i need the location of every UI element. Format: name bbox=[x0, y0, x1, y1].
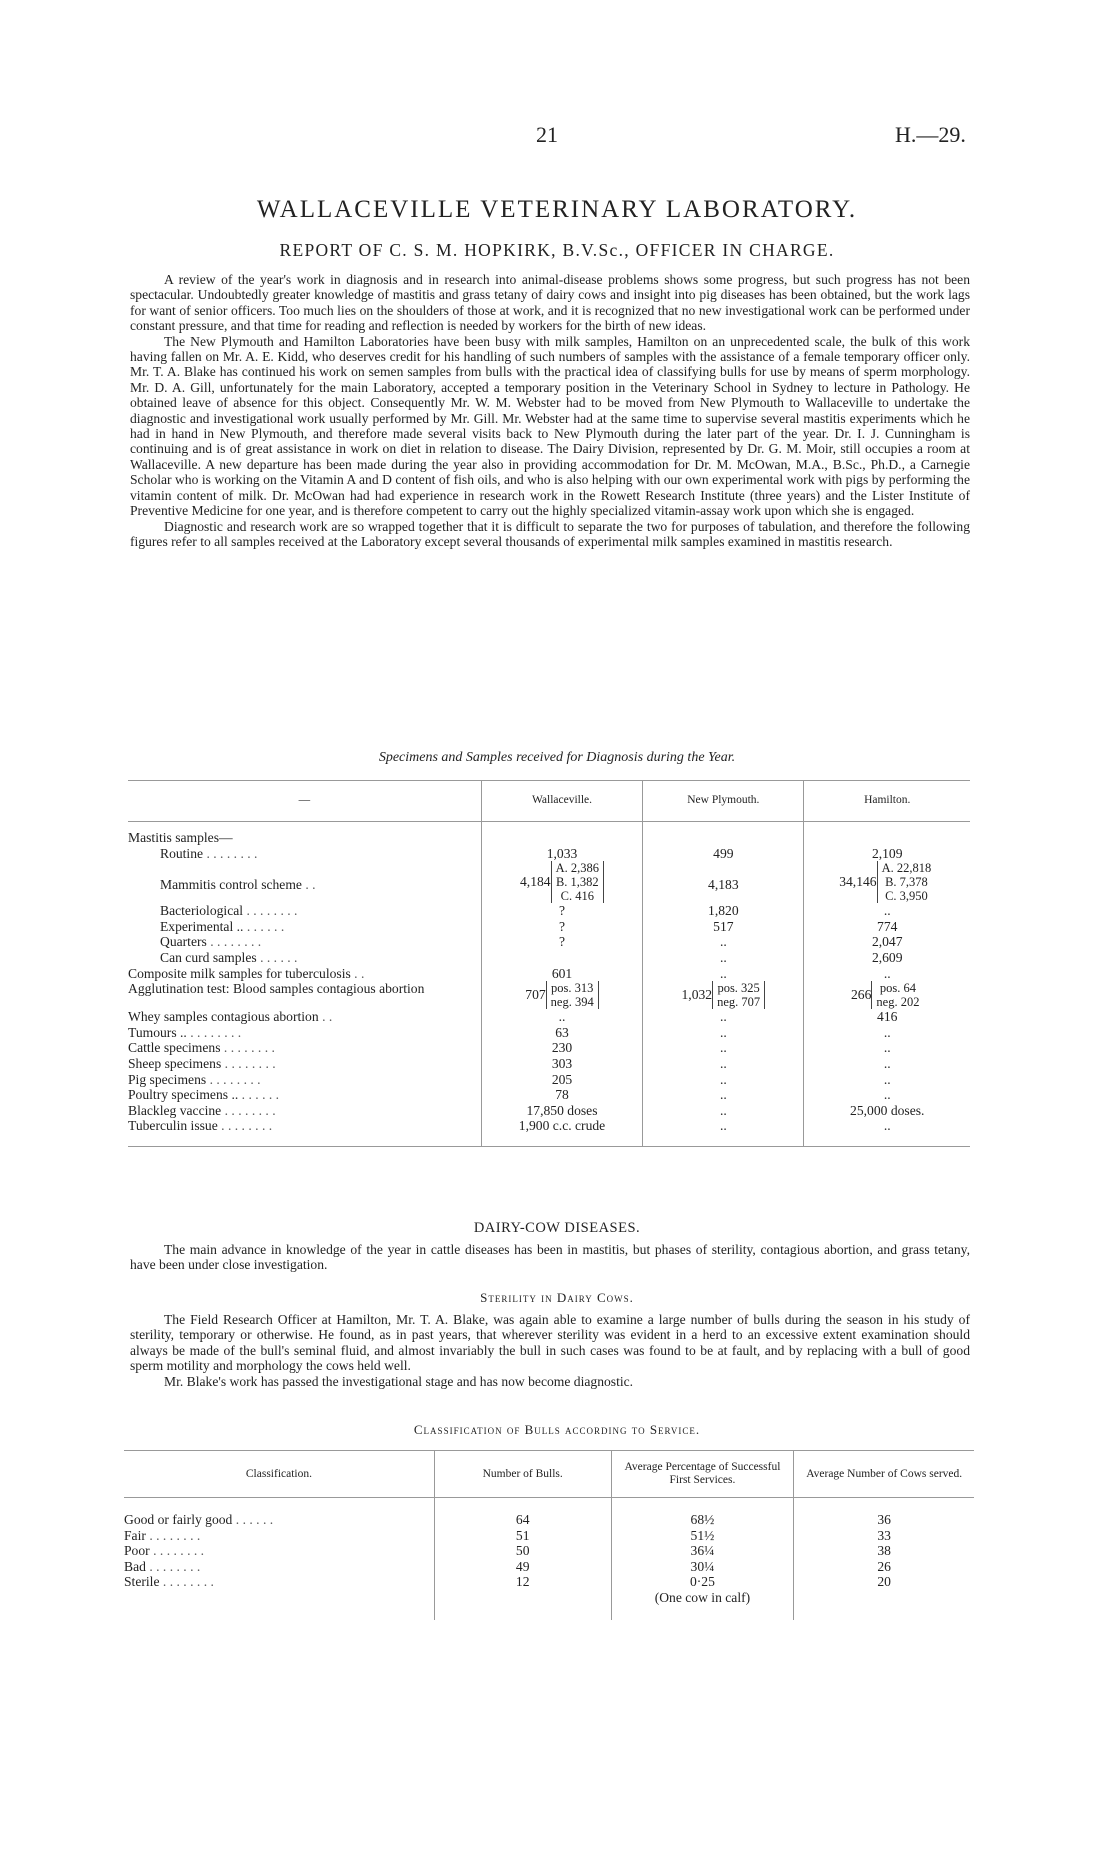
note-text: (One cow in calf) bbox=[611, 1590, 794, 1606]
row-label: Sterile . . . . . . . . bbox=[124, 1574, 214, 1590]
row-label: Bacteriological . . . . . . . . bbox=[160, 903, 298, 919]
cell-percentage: 36¼ bbox=[611, 1543, 794, 1559]
table-row bbox=[128, 934, 970, 950]
cell-wallaceville: 63 bbox=[481, 1025, 642, 1041]
bulls-classification-table bbox=[124, 1450, 974, 1620]
row-label: Mastitis samples— bbox=[128, 830, 233, 845]
cell-bulls: 12 bbox=[434, 1574, 611, 1590]
cell-new-plymouth: 1,820 bbox=[643, 903, 804, 919]
cell-new-plymouth: .. bbox=[643, 934, 804, 950]
cell-hamilton: 2,047 bbox=[804, 934, 970, 950]
cell-cows: 20 bbox=[794, 1574, 974, 1590]
paragraph: The Field Research Officer at Hamilton, Mr. T. A. Blake, was again able to examine a large number of bulls during the season in his study of sterility, temporary or otherwise. He found, as in past years, that wherever sterility was evident in a herd to an excessive extent examination should always be made of the bull's seminal fluid, and almost invariably the bull in such cases was found to be at fault, and by replacing with a bull of good sperm motility and morphology the cows held well. bbox=[130, 1312, 970, 1374]
col-header: Classification. bbox=[124, 1451, 434, 1498]
col-header: — bbox=[128, 781, 481, 822]
table-row bbox=[128, 846, 970, 862]
cell-wallaceville: 230 bbox=[481, 1040, 642, 1056]
cell-wallaceville: 1,033 bbox=[481, 846, 642, 862]
report-title: WALLACEVILLE VETERINARY LABORATORY. bbox=[256, 196, 858, 223]
col-header: Number of Bulls. bbox=[434, 1451, 611, 1498]
cell-wallaceville: ? bbox=[481, 919, 642, 935]
cell-bulls: 49 bbox=[434, 1559, 611, 1575]
intro-text bbox=[130, 272, 970, 549]
cell-hamilton: .. bbox=[804, 1056, 970, 1072]
cell-bulls: 51 bbox=[434, 1528, 611, 1544]
table1-caption: Specimens and Samples received for Diagnosis during the Year. bbox=[378, 750, 736, 765]
cell-new-plymouth: .. bbox=[643, 1009, 804, 1025]
cell-hamilton: 25,000 doses. bbox=[804, 1103, 970, 1119]
row-label: Fair . . . . . . . . bbox=[124, 1527, 201, 1543]
paragraph: A review of the year's work in diagnosis and in research into animal-disease problems shows some progress, but such progress has not been spectacular. Undoubtedly greater knowledge of mastitis and grass tetany of dairy cows and insight into pig diseases has been obtained, but the work lags for want of senior officers. Too much lies on the shoulders of those at work, and it is recognized that no new investigational work can be performed under constant pressure, and that time for reading and reflection is needed by workers for the birth of new ideas. bbox=[130, 272, 970, 334]
section-text bbox=[130, 1242, 970, 1273]
section-text bbox=[130, 1312, 970, 1389]
cell-new-plymouth: .. bbox=[643, 966, 804, 982]
cell-wallaceville: 17,850 doses bbox=[481, 1103, 642, 1119]
cell-new-plymouth: .. bbox=[643, 1103, 804, 1119]
cell-new-plymouth: .. bbox=[643, 1040, 804, 1056]
table-row bbox=[128, 903, 970, 919]
cell-wallaceville: 303 bbox=[481, 1056, 642, 1072]
cell-new-plymouth: .. bbox=[643, 1087, 804, 1103]
table-row bbox=[128, 1072, 970, 1088]
table2-caption: Classification of Bulls according to Service. bbox=[413, 1422, 701, 1437]
cell-hamilton: 266 pos. 64 neg. 202 bbox=[804, 981, 970, 1009]
table-row bbox=[124, 1574, 974, 1590]
cell-wallaceville: 1,900 c.c. crude bbox=[481, 1118, 642, 1134]
cell-wallaceville: 601 bbox=[481, 966, 642, 982]
row-label: Mammitis control scheme . . bbox=[160, 877, 316, 893]
row-label: Good or fairly good . . . . . . bbox=[124, 1512, 274, 1527]
table-row bbox=[128, 830, 970, 846]
table-row bbox=[128, 1040, 970, 1056]
row-label: Blackleg vaccine . . . . . . . . bbox=[128, 1102, 276, 1118]
page-number: 21 bbox=[536, 122, 558, 147]
col-header: New Plymouth. bbox=[643, 781, 804, 822]
cell-new-plymouth: .. bbox=[643, 1056, 804, 1072]
row-label: Tuberculin issue . . . . . . . . bbox=[128, 1118, 273, 1134]
table-row bbox=[128, 861, 970, 903]
paragraph: The New Plymouth and Hamilton Laboratories have been busy with milk samples, Hamilton on an unprecedented scale, the bulk of this work having fallen on Mr. A. E. Kidd, who deserves credit for his handling of such numbers of samples with the assistance of a female temporary officer only. Mr. T. A. Blake has continued his work on semen samples from bulls with the practical idea of classifying bulls for use by means of sperm morphology. Mr. D. A. Gill, unfortunately for the main Laboratory, accepted a temporary position in the Veterinary School in Sydney to lecture in Pathology. He obtained leave of absence for this object. Consequently Mr. W. M. Webster had to be moved from New Plymouth to Wallaceville to undertake the diagnostic and investigational work usually performed by Mr. Gill. Mr. Webster had at the same time to supervise several mastitis experiments which he had in hand in New Plymouth, and therefore made several visits back to New Plymouth during the later part of the year. Dr. I. J. Cunningham is continuing and is of great assistance in work on diet in relation to disease. The Dairy Division, represented by Dr. G. M. Moir, still occupies a room at Wallaceville. A new departure has been made during the year also in providing accommodation for Dr. M. McOwan, M.A., B.Sc., Ph.D., a Carnegie Scholar who is working on the Vitamin A and D content of fish oils, and who is also helping with our own experimental work with pigs by performing the vitamin content of milk. Dr. McOwan had had experience in research work in the Rowett Research Institute (three years) and the Lister Institute of Preventive Medicine for one year, and is therefore competent to carry out the highly specialized vitamin-assay work upon which she is engaged. bbox=[130, 333, 970, 519]
table-row bbox=[128, 1056, 970, 1072]
cell-percentage: 51½ bbox=[611, 1528, 794, 1544]
cell-percentage: 0·25 bbox=[611, 1574, 794, 1590]
cell-hamilton: 774 bbox=[804, 919, 970, 935]
row-label: Composite milk samples for tuberculosis . . bbox=[128, 965, 365, 981]
row-label: Bad . . . . . . . . bbox=[124, 1558, 201, 1574]
table-row bbox=[124, 1590, 974, 1606]
cell-hamilton: .. bbox=[804, 966, 970, 982]
cell-cows: 38 bbox=[794, 1543, 974, 1559]
cell-hamilton: .. bbox=[804, 903, 970, 919]
cell-hamilton: 416 bbox=[804, 1009, 970, 1025]
col-header: Average Percentage of Successful First Services. bbox=[611, 1451, 794, 1498]
specimens-table bbox=[128, 780, 970, 1147]
table-row bbox=[124, 1543, 974, 1559]
cell-hamilton: .. bbox=[804, 1118, 970, 1134]
cell-cows: 33 bbox=[794, 1528, 974, 1544]
cell-new-plymouth: .. bbox=[643, 1072, 804, 1088]
table-row bbox=[128, 950, 970, 966]
paragraph: Mr. Blake's work has passed the investigational stage and has now become diagnostic. bbox=[164, 1373, 634, 1389]
cell-wallaceville: 78 bbox=[481, 1087, 642, 1103]
row-label: Sheep specimens . . . . . . . . bbox=[128, 1055, 276, 1071]
table-row bbox=[124, 1528, 974, 1544]
cell-cows: 26 bbox=[794, 1559, 974, 1575]
cell-wallaceville: 4,184 A. 2,386 B. 1,382 C. 416 bbox=[481, 861, 642, 903]
cell-wallaceville: .. bbox=[481, 1009, 642, 1025]
table-row bbox=[128, 919, 970, 935]
table-row bbox=[128, 1009, 970, 1025]
table-row bbox=[124, 1512, 974, 1528]
col-header: Wallaceville. bbox=[481, 781, 642, 822]
table-row bbox=[128, 966, 970, 982]
report-subtitle: REPORT OF C. S. M. HOPKIRK, B.V.Sc., OFFICER IN CHARGE. bbox=[279, 240, 835, 260]
row-label: Experimental .. . . . . . . bbox=[160, 918, 285, 934]
row-label: Poor . . . . . . . . bbox=[124, 1543, 205, 1559]
cell-new-plymouth: 499 bbox=[643, 846, 804, 862]
cell-bulls: 64 bbox=[434, 1512, 611, 1528]
cell-hamilton: 2,609 bbox=[804, 950, 970, 966]
row-label: Pig specimens . . . . . . . . bbox=[128, 1071, 261, 1087]
row-label: Whey samples contagious abortion . . bbox=[128, 1009, 333, 1025]
cell-wallaceville: ? bbox=[481, 934, 642, 950]
table-row bbox=[128, 1118, 970, 1134]
cell-new-plymouth: 517 bbox=[643, 919, 804, 935]
cell-new-plymouth: .. bbox=[643, 1118, 804, 1134]
table-row bbox=[128, 1025, 970, 1041]
row-label: Can curd samples . . . . . . bbox=[160, 949, 298, 965]
cell-percentage: 68½ bbox=[611, 1512, 794, 1528]
table-row bbox=[128, 1103, 970, 1119]
cell-new-plymouth: 1,032 pos. 325 neg. 707 bbox=[643, 981, 804, 1009]
table-row bbox=[128, 981, 970, 1009]
cell-hamilton: .. bbox=[804, 1040, 970, 1056]
table-row bbox=[124, 1559, 974, 1575]
cell-percentage: 30¼ bbox=[611, 1559, 794, 1575]
cell-cows: 36 bbox=[794, 1512, 974, 1528]
section-heading: DAIRY-COW DISEASES. bbox=[473, 1220, 641, 1236]
row-label: Poultry specimens .. . . . . . . bbox=[128, 1087, 280, 1103]
cell-hamilton: .. bbox=[804, 1072, 970, 1088]
col-header: Average Number of Cows served. bbox=[794, 1451, 974, 1498]
row-label: Tumours .. . . . . . . . . bbox=[128, 1024, 242, 1040]
cell-wallaceville bbox=[481, 950, 642, 966]
cell-hamilton: 2,109 bbox=[804, 846, 970, 862]
subsection-heading: Sterility in Dairy Cows. bbox=[480, 1290, 634, 1305]
cell-new-plymouth: .. bbox=[643, 950, 804, 966]
row-label: Agglutination test: Blood samples contagious abortion bbox=[128, 981, 425, 997]
cell-hamilton: 34,146 A. 22,818 B. 7,378 C. 3,950 bbox=[804, 861, 970, 903]
cell-new-plymouth: .. bbox=[643, 1025, 804, 1041]
row-label: Quarters . . . . . . . . bbox=[160, 934, 262, 950]
table-row bbox=[128, 1087, 970, 1103]
cell-wallaceville: 707 pos. 313 neg. 394 bbox=[481, 981, 642, 1009]
paragraph: Diagnostic and research work are so wrapped together that it is difficult to separate the two for purposes of tabulation, and therefore the following figures refer to all samples received at the Laboratory except several thousands of experimental milk samples examined in mastitis research. bbox=[130, 518, 970, 549]
cell-hamilton: .. bbox=[804, 1087, 970, 1103]
row-label: Cattle specimens . . . . . . . . bbox=[128, 1040, 275, 1056]
cell-bulls: 50 bbox=[434, 1543, 611, 1559]
col-header: Hamilton. bbox=[804, 781, 970, 822]
document-code: H.—29. bbox=[895, 122, 966, 147]
cell-hamilton: .. bbox=[804, 1025, 970, 1041]
paragraph: The main advance in knowledge of the year in cattle diseases has been in mastitis, but phases of sterility, contagious abortion, and grass tetany, have been under close investigation. bbox=[130, 1242, 970, 1273]
cell-wallaceville: 205 bbox=[481, 1072, 642, 1088]
row-label: Routine . . . . . . . . bbox=[160, 845, 258, 861]
cell-new-plymouth: 4,183 bbox=[643, 861, 804, 903]
cell-wallaceville: ? bbox=[481, 903, 642, 919]
